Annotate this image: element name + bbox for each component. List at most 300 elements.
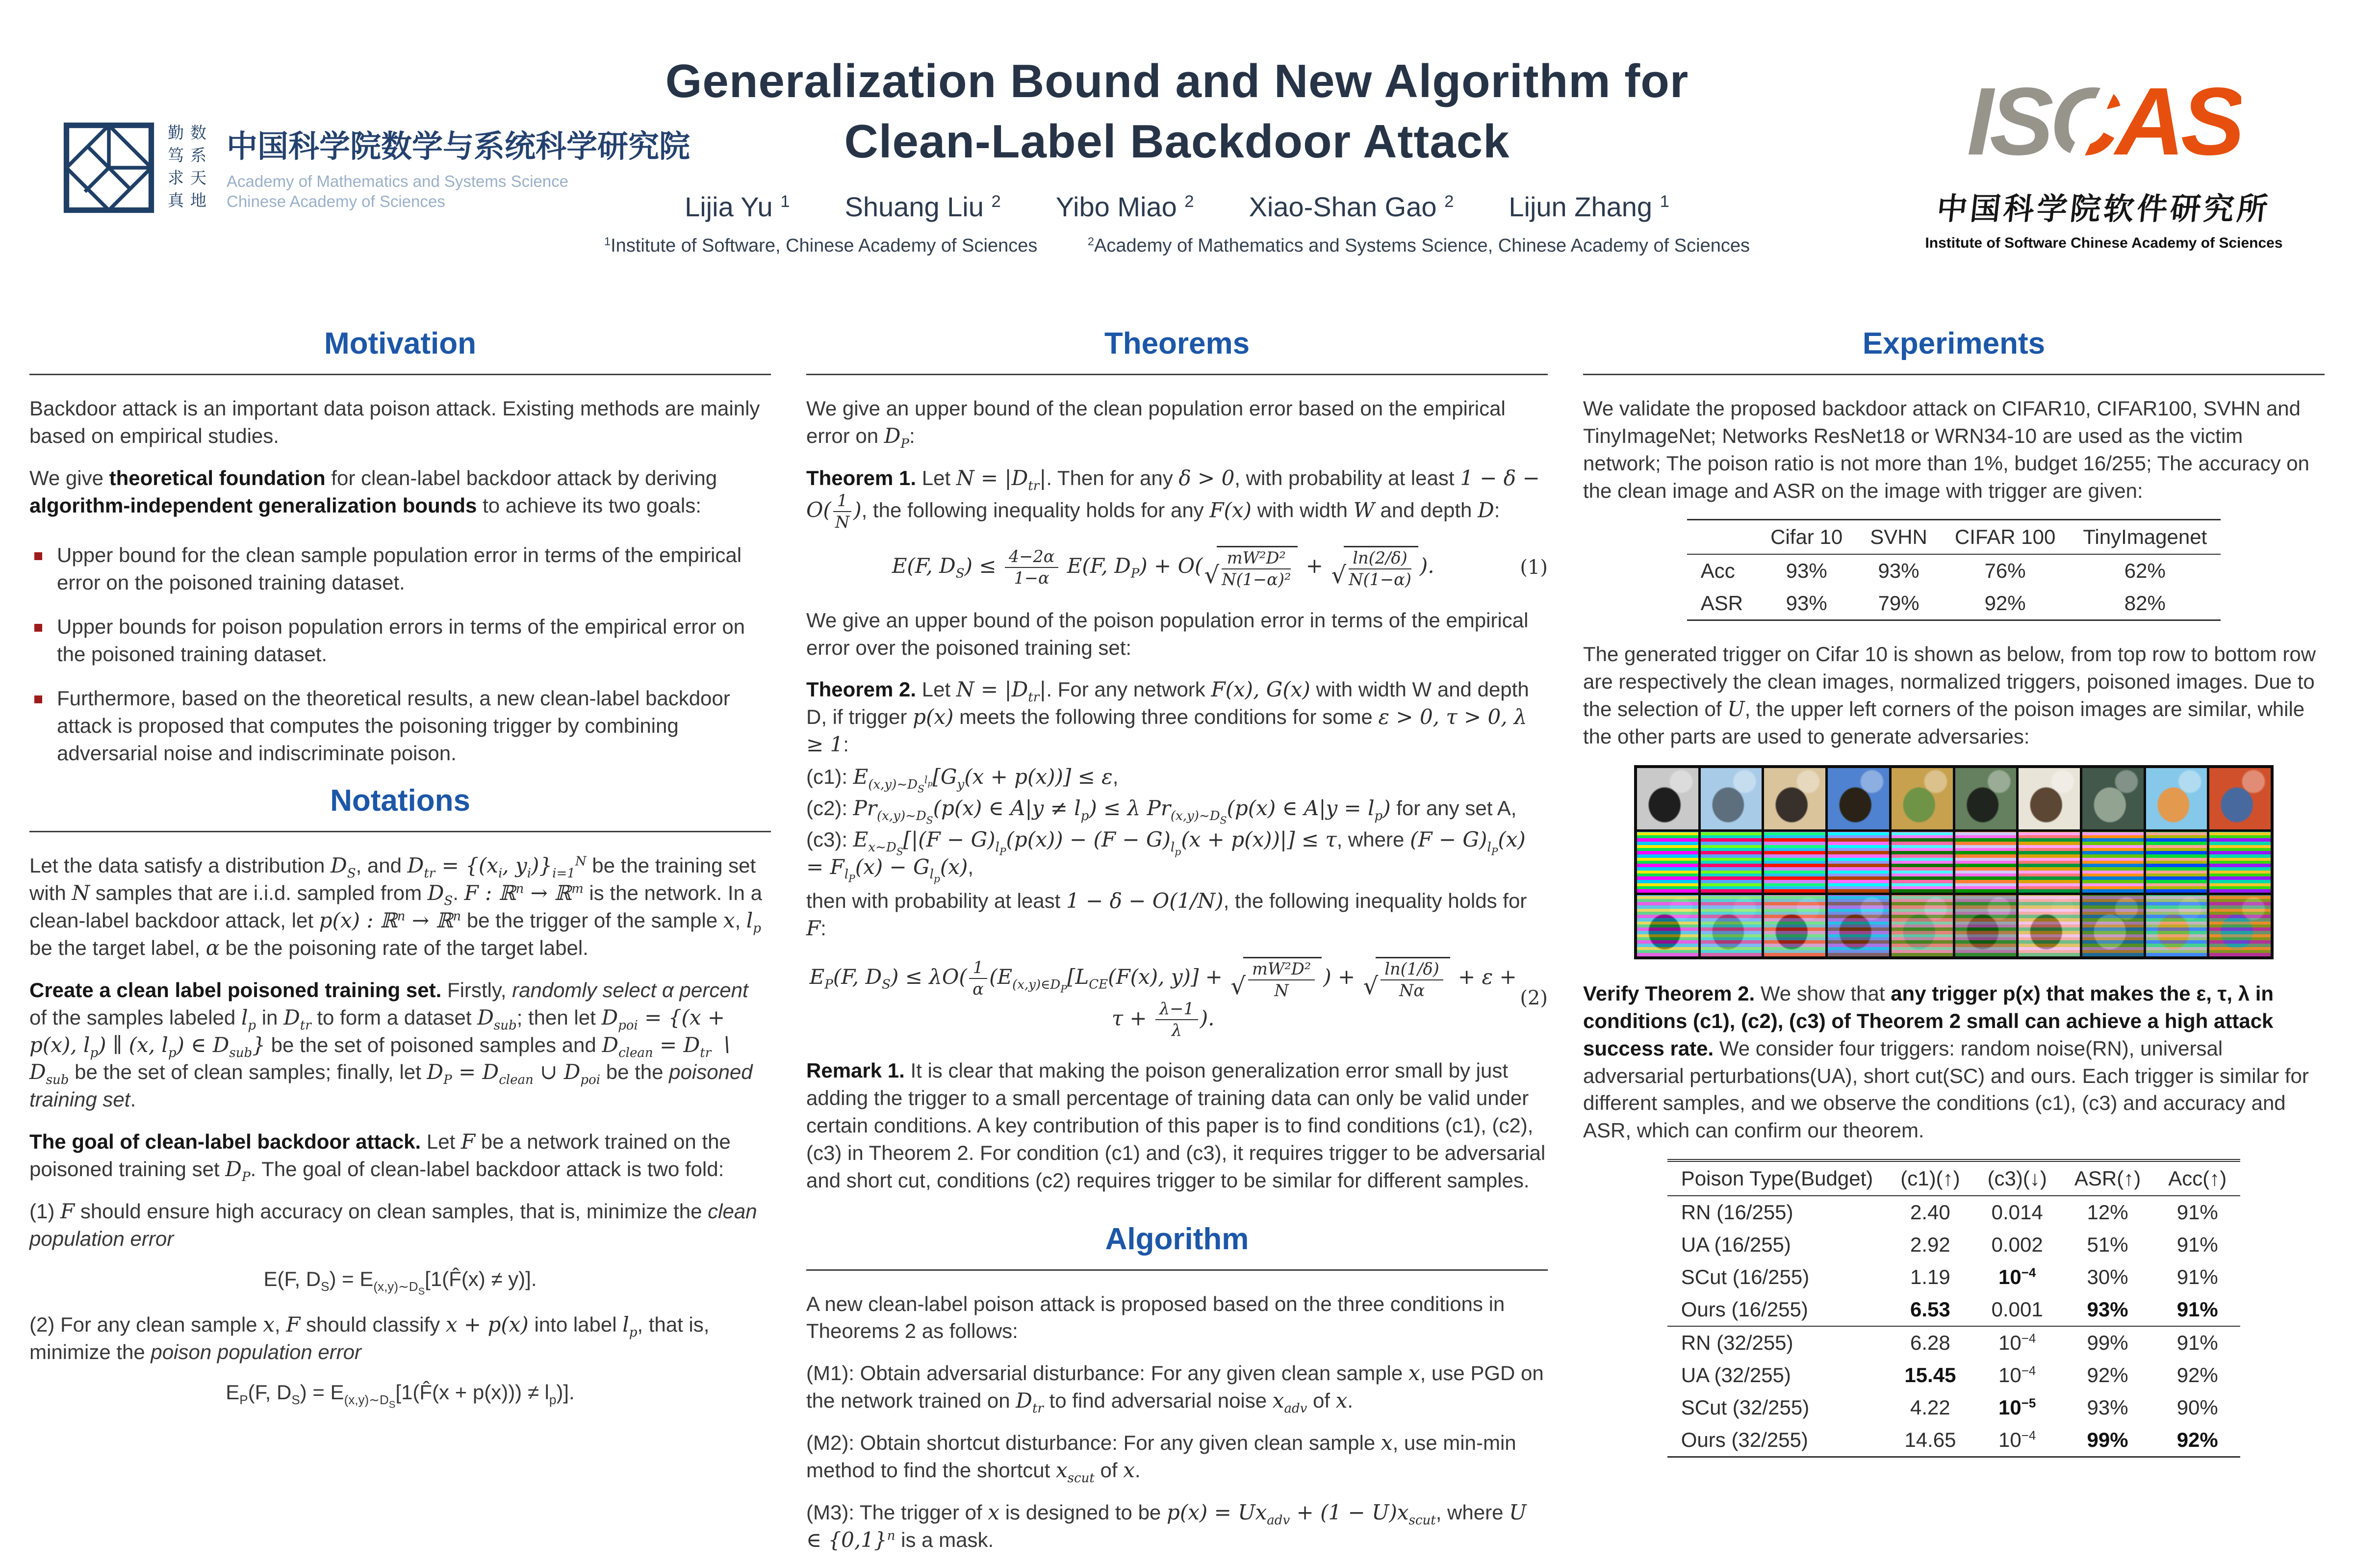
- trigger-noise-overlay: [1637, 832, 1698, 893]
- equation-1: E(F, $D_S$) ≤ $\frac{4-2\alpha}{1-\alpha}$ E(F, $D_P) + O$( √ $\frac{\text{mW²D²}}{\text{N(1−α)²}}$ + √ $\frac{\ln(2/\delta)}{N(1-\alpha)}$ ).: [892, 546, 1434, 590]
- column-right: [1583, 326, 2325, 1568]
- table-row: [1667, 1326, 2240, 1359]
- table-cell: 0.014: [1991, 1201, 2043, 1224]
- figure-tile-poisoned-images: [1637, 895, 1698, 956]
- results-table-triggers: [1667, 1159, 2240, 1458]
- trigger-noise-overlay: [1828, 895, 1889, 956]
- figure-tile-clean-images: [1955, 768, 2017, 829]
- trigger-noise-overlay: [2019, 895, 2080, 956]
- table-cell: $10^{-4}$: [1998, 1265, 2036, 1289]
- text-run: samples that are i.i.d. sampled from: [90, 881, 428, 905]
- amss-motto: [168, 122, 213, 212]
- text-run: $D_{clean} = D_{tr}$ ∖ $D_{sub}$: [29, 1032, 731, 1088]
- text-run: We give an upper bound of the clean population error based on the empirical error on: [806, 397, 1506, 447]
- table-cell: 93%: [1878, 559, 1919, 583]
- text-run: (c3):: [806, 827, 853, 851]
- text-run: p(x): [913, 705, 954, 729]
- equation-1-row: [806, 546, 1548, 589]
- table-cell: $10^{-5}$: [1998, 1395, 2036, 1419]
- text-run: randomly select α percent: [512, 978, 748, 1002]
- text-run: δ > 0: [1178, 465, 1235, 490]
- verify-theorem-2: [1583, 980, 2325, 1144]
- text-run: , and: [356, 854, 408, 877]
- text-run: :: [843, 733, 849, 756]
- table-cell: 1.19: [1910, 1265, 1950, 1289]
- text-run: We show that: [1755, 981, 1891, 1005]
- text-run: :: [820, 917, 826, 940]
- table-cell: $10^{-4}$: [1974, 1424, 2061, 1457]
- divider: [1583, 374, 2325, 375]
- amss-en-line2: Chinese Academy of Sciences: [227, 192, 445, 211]
- text-run: U ∈ $\{0,1\}^n$: [806, 1500, 1527, 1552]
- text-run: meets the following three conditions for some: [953, 705, 1379, 729]
- text-run: A new clean-label poison attack is proposed based on the three conditions in Theorems 2 as follows:: [806, 1292, 1505, 1343]
- text-run: theoretical foundation: [109, 466, 326, 489]
- equation-clean-error: E(F, $D_S$) = $E_{(x,y)\sim D_S}[1(F̂(x) \ne y)]$.: [263, 1267, 537, 1297]
- text-run: F(x), G(x): [1211, 677, 1310, 702]
- table-cell: 99%: [2061, 1326, 2154, 1359]
- text-run: Upper bounds for poison population errors in terms of the empirical error on the poisoned training dataset.: [57, 615, 745, 666]
- text-run: , use PGD on the network trained on: [806, 1362, 1544, 1413]
- table-row: [1667, 1196, 2240, 1229]
- text-run: (M3): The trigger of: [806, 1500, 988, 1524]
- text-run: of: [1307, 1389, 1336, 1413]
- figure-tile-clean-images: [2146, 768, 2207, 829]
- poster-title-line2: Clean-Label Backdoor Attack: [844, 115, 1510, 168]
- table-row: [1667, 1261, 2240, 1293]
- text-run: $l_p$: [241, 1005, 256, 1033]
- trigger-noise-overlay: [2209, 895, 2271, 956]
- text-run: .: [1134, 1458, 1141, 1482]
- text-run: $D_S$: [427, 881, 453, 909]
- trigger-noise-overlay: [2082, 895, 2144, 956]
- algorithm-m3: [806, 1499, 1548, 1554]
- column-header: CIFAR 100: [1941, 520, 2069, 555]
- text-run: F : ℝ$^n$ → ℝ$^m$: [464, 881, 584, 905]
- text-run: is designed to be: [999, 1500, 1167, 1524]
- table-cell: 2.40: [1910, 1201, 1950, 1224]
- text-run: p(x) : ℝ$^n$ → ℝ$^n$: [319, 908, 461, 933]
- text-run: $D_{poi} = \{(x + p(x)$, $l_p$) ∥ (x, $l_p$) ∈ $D_{sub}$}: [29, 1005, 725, 1060]
- text-run: $D_P$: [225, 1157, 251, 1184]
- text-run: .: [1347, 1389, 1354, 1413]
- poster-title-line1: Generalization Bound and New Algorithm for: [665, 55, 1689, 107]
- table-cell: 92%: [2154, 1424, 2240, 1457]
- text-run: (c2):: [806, 796, 853, 820]
- table-cell: 51%: [2087, 1233, 2128, 1257]
- text-run: Let: [916, 678, 956, 701]
- text-run: $N = |D_{tr}|$: [956, 677, 1047, 705]
- remark-1: [806, 1057, 1548, 1194]
- text-run: Let: [916, 466, 956, 489]
- text-run: $p(x) = Ux_{adv} + (1 - U)x_{scut}$: [1166, 1500, 1436, 1528]
- text-run: be the trigger of the sample: [461, 909, 723, 932]
- algorithm-m2: [806, 1429, 1548, 1484]
- text-run: α: [205, 936, 220, 960]
- figure-tile-normalized-triggers: [2209, 832, 2271, 893]
- text-run: ,: [1112, 765, 1119, 788]
- table-cell: 14.65: [1887, 1424, 1973, 1457]
- text-run: with width W and depth D, if trigger: [806, 678, 1529, 729]
- text-run: of the samples labeled: [29, 1005, 241, 1029]
- bullet-item: [29, 685, 771, 767]
- table-cell: 93%: [2087, 1396, 2128, 1419]
- text-run: We give: [29, 466, 109, 489]
- text-run: Create a clean label poisoned training set.: [29, 978, 442, 1002]
- table-cell: 6.28: [1887, 1326, 1973, 1359]
- figure-tile-normalized-triggers: [2019, 832, 2080, 893]
- text-run: F: [286, 1312, 301, 1337]
- table-cell: 91%: [2176, 1265, 2218, 1289]
- text-run: of: [1094, 1458, 1124, 1482]
- equation-2-number: (2): [1520, 987, 1548, 1010]
- figure-tile-clean-images: [1764, 768, 1825, 829]
- table-cell: 93%: [1786, 559, 1827, 583]
- table-cell: SCut (16/255): [1681, 1265, 1810, 1289]
- figure-caption: [1583, 641, 2325, 750]
- amss-cn-name: 中国科学院数学与系统科学研究院: [227, 129, 690, 164]
- text-run: then with probability at least: [806, 889, 1066, 913]
- text-run: $D_S$: [331, 853, 356, 881]
- text-run: into label: [528, 1313, 623, 1337]
- affiliation-2: $^2$Academy of Mathematics and Systems Science, Chinese Academy of Sciences: [1087, 234, 1750, 256]
- table-header-row: [1667, 1160, 2240, 1196]
- text-run: Backdoor attack is an important data poison attack. Existing methods are mainly based on empirical studies.: [29, 397, 760, 447]
- text-run: , where: [1336, 827, 1410, 851]
- column-header: TinyImagenet: [2069, 520, 2221, 555]
- text-run: $Pr_{(x,y)\sim D_S}(p(x)$ ∈ $A|y \ne l_p) \le \lambda$ $Pr_{(x,y)\sim D_S}(p(x)$ ∈ $A|y = l_p$): [853, 796, 1391, 826]
- figure-tile-normalized-triggers: [1955, 832, 2017, 893]
- text-run: Let: [421, 1130, 461, 1154]
- iscas-cn-name: 中国科学院软件研究所: [1935, 191, 2273, 227]
- table-row: [1667, 1424, 2240, 1457]
- table-row: [1667, 1293, 2240, 1326]
- text-run: with width: [1251, 498, 1354, 521]
- text-run: Theorem 1.: [806, 466, 917, 489]
- text-run: (M1): Obtain adversarial disturbance: For any given clean sample: [806, 1362, 1408, 1385]
- text-run: any trigger p(x) that makes the ε, τ, λ in conditions (c1), (c2), (c3) of Theorem 2 small can achieve a high attack success rate.: [1583, 981, 2274, 1060]
- text-run: .: [130, 1088, 136, 1111]
- text-run: We validate the proposed backdoor attack on CIFAR10, CIFAR100, SVHN and TinyImageNet; Networks ResNet18 or WRN34-10 are used as the victim network; The poison ratio is not more than 1%, budget 16/255; The accuracy on the clean image and ASR on the image with trigger are given:: [1583, 397, 2310, 502]
- figure-tile-clean-images: [2082, 768, 2144, 829]
- text-run: F: [60, 1199, 75, 1223]
- table-cell: 15.45: [1904, 1363, 1956, 1387]
- trigger-noise-overlay: [1764, 832, 1825, 893]
- text-run: for any set A,: [1390, 796, 1517, 820]
- table-cell: 62%: [2124, 559, 2166, 583]
- notations-goal2: [29, 1311, 771, 1366]
- trigger-noise-overlay: [1828, 832, 1889, 893]
- text-run: W: [1353, 497, 1375, 522]
- text-run: , where: [1435, 1500, 1510, 1524]
- column-header: Poison Type(Budget): [1667, 1160, 1887, 1196]
- table-cell: Acc: [1700, 559, 1735, 583]
- table-cell: SCut (32/255): [1681, 1396, 1810, 1419]
- table-cell: 0.001: [1991, 1298, 2043, 1321]
- column-header: (c3)(↓): [1974, 1160, 2061, 1196]
- condition-c2: [806, 795, 1548, 826]
- text-run: algorithm-independent generalization bounds: [29, 493, 477, 517]
- text-run: (M2): Obtain shortcut disturbance: For any given clean sample: [806, 1431, 1381, 1455]
- table-cell: RN (16/255): [1681, 1201, 1793, 1224]
- figure-tile-normalized-triggers: [1701, 832, 1762, 893]
- text-run: should ensure high accuracy on clean samples, that is, minimize the: [75, 1199, 708, 1223]
- text-run: It is clear that making the poison generalization error small by just adding the trigger to a small percentage of training data can only be valid under certain conditions. A key contribution of this paper is to find conditions (c1), (c2), (c3) in Theorem 2. For condition (c1) and (c3), it requires trigger to be adversarial and short cut, conditions (c2) requires trigger to be similar for different samples.: [806, 1059, 1546, 1192]
- trigger-noise-overlay: [2082, 832, 2144, 893]
- text-run: should classify: [300, 1313, 446, 1337]
- figure-tile-poisoned-images: [1701, 895, 1762, 956]
- motivation-p2: [29, 464, 771, 519]
- text-run: Firstly,: [441, 978, 512, 1002]
- figure-tile-poisoned-images: [2019, 895, 2080, 956]
- figure-tile-clean-images: [1828, 768, 1889, 829]
- text-run: x: [988, 1500, 1000, 1524]
- table-cell: 99%: [2061, 1424, 2154, 1457]
- table-cell: 91%: [2154, 1326, 2240, 1359]
- text-run: ,: [968, 855, 974, 878]
- figure-tile-normalized-triggers: [2082, 832, 2144, 893]
- table-row: [1687, 554, 2221, 587]
- trigger-noise-overlay: [1955, 832, 2017, 893]
- table-cell: 2.92: [1910, 1233, 1950, 1257]
- equation-2-row: [806, 957, 1548, 1039]
- affiliation-1: $^1$Institute of Software, Chinese Academy of Sciences: [604, 234, 1038, 256]
- condition-c3: [806, 826, 1548, 885]
- table-row: [1687, 587, 2221, 620]
- trigger-noise-overlay: [1637, 895, 1698, 956]
- iscas-logo: [1913, 68, 2295, 252]
- notations-p3: [29, 1128, 771, 1183]
- trigger-noise-overlay: [2209, 832, 2271, 893]
- column-header: [1687, 520, 1757, 555]
- text-run: , the following inequality holds for: [1223, 889, 1527, 913]
- amss-motto-col2: 数系天地: [190, 124, 206, 209]
- section-title-theorems: Theorems: [1104, 327, 1250, 360]
- table-cell: UA (32/255): [1681, 1363, 1791, 1387]
- text-run: . For any network: [1046, 678, 1211, 701]
- text-run: in: [256, 1005, 284, 1029]
- figure-tile-normalized-triggers: [2146, 832, 2207, 893]
- trigger-noise-overlay: [2019, 832, 2080, 893]
- text-run: (c1):: [806, 765, 853, 788]
- column-middle: [806, 326, 1548, 1568]
- text-run: :: [909, 424, 915, 447]
- content-columns: [29, 326, 2325, 1568]
- trigger-noise-overlay: [1701, 895, 1762, 956]
- motivation-p1: [29, 395, 771, 450]
- text-run: The generated trigger on Cifar 10 is shown as below, from top row to bottom row are respectively the clean images, normalized triggers, poisoned images. Due to the selection of: [1583, 643, 2316, 721]
- text-run: x: [1381, 1431, 1393, 1455]
- text-run: x + p(x): [445, 1312, 529, 1337]
- table-cell: RN (32/255): [1667, 1326, 1887, 1359]
- column-header: Acc(↑): [2154, 1160, 2240, 1196]
- iscas-en-name: Institute of Software Chinese Academy of Sciences: [1925, 235, 2283, 251]
- table-header-row: [1687, 520, 2221, 555]
- table-cell: 90%: [2176, 1396, 2218, 1419]
- table-cell: 0.002: [1991, 1233, 2043, 1257]
- table-cell: 76%: [1984, 559, 2026, 583]
- table-cell: 93%: [2087, 1298, 2128, 1321]
- figure-tile-poisoned-images: [2082, 895, 2144, 956]
- notations-p1: [29, 852, 771, 961]
- text-run: be the: [600, 1060, 669, 1084]
- text-run: Let the data satisfy a distribution: [29, 854, 331, 877]
- column-header: SVHN: [1856, 520, 1941, 555]
- text-run: ,: [735, 909, 746, 932]
- section-title-motivation: Motivation: [324, 327, 476, 360]
- text-run: F: [806, 916, 821, 941]
- text-run: . The goal of clean-label backdoor attack is two fold:: [250, 1157, 724, 1181]
- theorem-2: [806, 676, 1548, 758]
- text-run: is a mask.: [895, 1528, 994, 1551]
- text-run: $N = |D_{tr}|$: [956, 465, 1047, 493]
- text-run: Upper bound for the clean sample population error in terms of the empirical error on the poisoned training dataset.: [57, 543, 742, 594]
- text-run: 1 − δ − O( $\frac{1}{N}$ ): [806, 465, 1540, 532]
- notations-p2: [29, 977, 771, 1113]
- equation-2: $E_P(F$, $D_S) \le \lambda O$( $\frac{1}{\alpha}$ ($E_{(x,y)\in D_P}[L_{CE}(F(x)$, y)] + √ $\frac{\text{mW²D²}}{N}$ ) + √ $\frac{\ln(1/\delta)}{N\alpha}$ + ε + τ + $\frac{\lambda-1}{\lambda}$ ).: [809, 957, 1517, 1040]
- column-header: Cifar 10: [1757, 520, 1856, 555]
- text-run: x: [723, 908, 735, 933]
- text-run: , use min-min method to find the shortcut: [806, 1431, 1516, 1482]
- table-cell: ASR: [1687, 587, 1757, 620]
- table-row: [1667, 1391, 2240, 1424]
- text-run: The goal of clean-label backdoor attack.: [29, 1130, 421, 1154]
- figure-tile-poisoned-images: [2209, 895, 2271, 956]
- theorem-2-conclusion: [806, 887, 1548, 942]
- text-run: clean population error: [29, 1199, 757, 1250]
- table-cell: Ours (16/255): [1681, 1298, 1808, 1321]
- title-block: [564, 51, 1790, 257]
- theorem-1: [806, 464, 1548, 531]
- figure-tile-poisoned-images: [2146, 895, 2207, 956]
- figure-tile-normalized-triggers: [1892, 832, 1953, 893]
- divider: [806, 1269, 1548, 1271]
- text-run: be the target label,: [29, 936, 206, 960]
- text-run: $(F - G)_{l_P}(x) = F_{l_P}(x) - G_{l_p}(x)$: [806, 827, 1526, 885]
- bullet-item: [29, 541, 771, 596]
- algorithm-m1: [806, 1360, 1548, 1414]
- table-cell: Ours (32/255): [1667, 1424, 1887, 1457]
- trigger-noise-overlay: [1892, 832, 1953, 893]
- text-run: $D_{tr}$: [283, 1005, 311, 1033]
- affiliations: [564, 235, 1790, 257]
- amss-en-line1: Academy of Mathematics and Systems Science: [227, 172, 568, 190]
- text-run: $D_P$: [884, 423, 909, 451]
- table-cell: 4.22: [1910, 1396, 1950, 1419]
- figure-tile-clean-images: [1701, 768, 1762, 829]
- theorems-intro2: [806, 607, 1548, 662]
- text-run: We give an upper bound of the poison population error in terms of the empirical error over the poisoned training set:: [806, 608, 1529, 659]
- text-run: and depth: [1374, 498, 1478, 521]
- text-run: ; then let: [516, 1005, 602, 1029]
- text-run: F: [461, 1130, 476, 1154]
- text-run: to form a dataset: [311, 1005, 478, 1029]
- text-run: $D_P = D_{clean}$ ∪ $D_{poi}$: [427, 1060, 601, 1088]
- figure-tile-clean-images: [2019, 768, 2080, 829]
- text-run: F(x): [1209, 497, 1252, 522]
- trigger-noise-overlay: [2146, 832, 2207, 893]
- text-run: (1): [29, 1199, 60, 1223]
- table-cell: 79%: [1856, 587, 1941, 620]
- divider: [29, 374, 771, 375]
- condition-c1: [806, 763, 1548, 795]
- section-title-algorithm: Algorithm: [1105, 1222, 1249, 1256]
- motivation-bullets: [29, 541, 771, 767]
- table-cell: 6.53: [1910, 1298, 1950, 1321]
- text-run: 1 − δ − O(1/N): [1066, 889, 1224, 913]
- text-run: Remark 1.: [806, 1059, 905, 1082]
- text-run: for clean-label backdoor attack by deriving: [325, 466, 717, 489]
- text-run: x: [263, 1312, 275, 1337]
- figure-tile-normalized-triggers: [1764, 832, 1825, 893]
- text-run: Theorem 2.: [806, 678, 917, 701]
- section-title-experiments: Experiments: [1862, 327, 2046, 360]
- text-run: x: [1123, 1458, 1135, 1482]
- amss-motto-col1: 勤笃求真: [168, 124, 184, 209]
- table-row: [1667, 1229, 2240, 1261]
- table-cell: 92%: [2176, 1363, 2218, 1387]
- theorems-intro1: [806, 395, 1548, 450]
- table-cell: 92%: [2087, 1363, 2128, 1387]
- text-run: ε > 0, τ > 0, λ ≥ 1: [806, 705, 1527, 757]
- trigger-noise-overlay: [1701, 832, 1762, 893]
- table-cell: UA (16/255): [1681, 1233, 1791, 1257]
- table-cell: 91%: [2176, 1201, 2218, 1224]
- results-table-datasets: [1687, 519, 2221, 621]
- text-run: $D_{tr}$: [1016, 1388, 1044, 1416]
- table-cell: 91%: [2176, 1233, 2218, 1257]
- notations-goal1: [29, 1198, 771, 1253]
- text-run: $x_{scut}$: [1055, 1458, 1095, 1486]
- bullet-item: [29, 613, 771, 668]
- column-header: (c1)(↑): [1887, 1160, 1973, 1196]
- table-cell: 93%: [1757, 587, 1856, 620]
- text-run: , the following inequality holds for any: [861, 498, 1210, 521]
- text-run: x: [1408, 1361, 1420, 1386]
- poster-title: [564, 51, 1790, 172]
- text-run: $E_{(x,y)\sim D_S^{l_p}}[G_y(x + p(x))] \le \varepsilon$: [853, 765, 1113, 795]
- text-run: $D_{tr} = \{(x_i$, $y_i)\}_{i=1}^N$: [407, 853, 587, 881]
- trigger-noise-overlay: [1955, 895, 2017, 956]
- equation-poison-error: $E_P(F$, $D_S$) = $E_{(x,y)\sim D_S}[1(F̂(x + p(x))) \ne l_p)$].: [226, 1380, 575, 1411]
- figure-tile-poisoned-images: [1828, 895, 1889, 956]
- text-run: Furthermore, based on the theoretical results, a new clean-label backdoor attack is proposed that computes the poisoning trigger by combining adversarial noise and indiscriminate poison.: [57, 686, 730, 765]
- amss-emblem-icon: [63, 122, 155, 214]
- text-run: We consider four triggers: random noise(RN), universal adversarial perturbations(UA), short cut(SC) and ours. Each trigger is similar for different samples, and we observe the conditions (c1), (c3) and accuracy and ASR, which can confirm our theorem.: [1583, 1036, 2309, 1142]
- figure-tile-poisoned-images: [1764, 895, 1825, 956]
- text-run: x: [1335, 1388, 1348, 1413]
- text-run: be a network trained on the poisoned training set: [29, 1130, 731, 1181]
- experiments-intro: [1583, 395, 2325, 504]
- figure-tile-clean-images: [1892, 768, 1953, 829]
- table-cell: $10^{-4}$: [1974, 1326, 2061, 1359]
- table-cell: 30%: [2087, 1265, 2128, 1289]
- table-cell: $10^{-4}$: [1998, 1363, 2036, 1387]
- table-row: [1667, 1359, 2240, 1391]
- text-run: , the upper left corners of the poison images are similar, while the other parts are used to generate adversaries:: [1583, 697, 2305, 748]
- text-run: .: [453, 881, 464, 905]
- text-run: D: [1478, 497, 1494, 522]
- column-left: [29, 326, 771, 1568]
- figure-tile-normalized-triggers: [1637, 832, 1698, 893]
- figure-tile-poisoned-images: [1955, 895, 2017, 956]
- text-run: to achieve its two goals:: [477, 493, 701, 517]
- text-run: $E_{x\sim D_S}[|(F - G)_{l_P}(p(x)) - (F - G)_{l_p}(x + p(x))|] \le \tau$: [853, 827, 1337, 858]
- text-run: , that is, minimize the: [29, 1313, 710, 1364]
- table-cell: 92%: [1941, 587, 2069, 620]
- figure-tile-normalized-triggers: [1828, 832, 1889, 893]
- text-run: be the set of poisoned samples and: [265, 1033, 602, 1056]
